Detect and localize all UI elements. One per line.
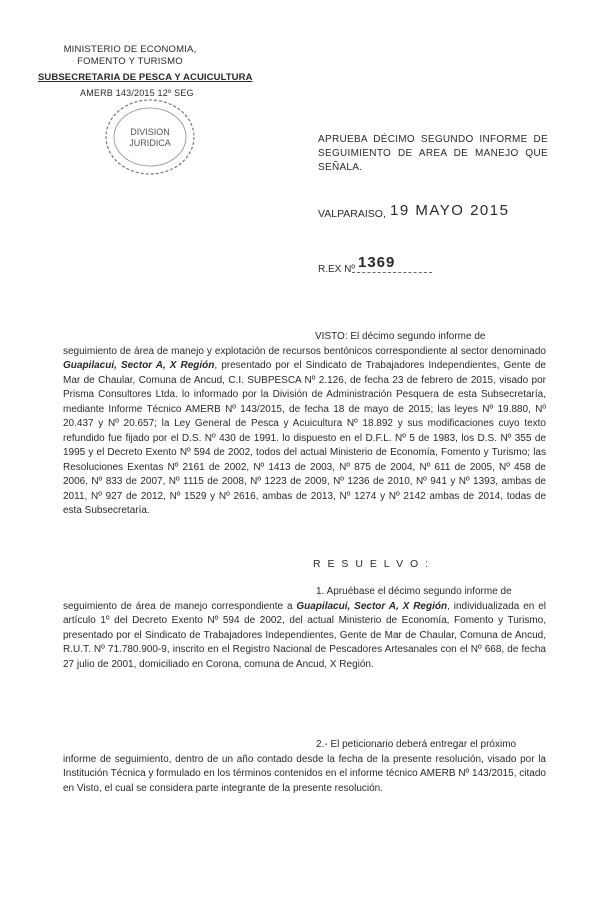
resolution-number: 1369 — [358, 254, 396, 271]
article-1-sector-name: Guapilacui, Sector A, X Región — [296, 600, 448, 612]
stamp-line2: JURIDICA — [129, 138, 171, 148]
article-1-lead: 1. Apruébase el décimo segundo informe de — [316, 586, 512, 597]
article-2-lead: 2.- El peticionario deberá entregar el próximo — [316, 739, 517, 750]
ministry-name: MINISTERIO DE ECONOMIA, — [63, 44, 197, 55]
document-reference: AMERB 143/2015 12º SEG — [80, 88, 194, 98]
article-2-paragraph — [63, 738, 546, 796]
resolution-date: 19 MAYO 2015 — [390, 202, 510, 219]
resolution-number-label: R.EX Nº — [318, 264, 355, 275]
resolution-number-underline — [352, 272, 432, 273]
stamp-seal-icon — [100, 95, 200, 179]
division-juridica-stamp — [100, 95, 200, 179]
resolution-subject: APRUEBA DÉCIMO SEGUNDO INFORME DE SEGUIMIENTO DE AREA DE MANEJO QUE SEÑALA. — [318, 134, 548, 173]
visto-sector-name: Guapilacui, Sector A, X Región — [63, 360, 215, 371]
ministry-name-line2: FOMENTO Y TURISMO — [77, 56, 183, 67]
article-2-body: informe de seguimiento, dentro de un año contado desde la fecha de la presente resolución, visado por la Institución Técnica y formulado en los términos contenidos en el informe técnico AMERB Nº 143/2015, citado en Visto, el cual se considera parte integrante de la presente resolución. — [63, 753, 546, 794]
article-1-text-part1: seguimiento de área de manejo correspondiente a — [63, 600, 297, 612]
visto-text-part1: seguimiento de área de manejo y explotación de recursos bentónicos correspondiente al sector denominado — [63, 345, 546, 357]
stamp-line1: DIVISION — [130, 127, 170, 137]
article-1-paragraph — [63, 585, 546, 672]
subsecretaria-name: SUBSECRETARIA DE PESCA Y ACUICULTURA — [38, 72, 253, 83]
visto-text-part2: , presentado por el Sindicato de Trabajadores Independientes, Gente de Mar de Chaular, Comuna de Ancud, C.I. SUBPESCA Nº 2.126, de fecha 23 de febrero de 2015, visado por Prisma Consultores Ltda. lo informado por la División de Administración Pesquera de esta Subsecretaría, mediante Informe Técnico AMERB Nº 143/2015, de fecha 18 de mayo de 2015; las leyes Nº 19.880, Nº 20.437 y Nº 20.657; la Ley General de Pesca y Acuicultura Nº 18.892 y sus modificaciones cuyo texto refundido fue fijado por el D.S. Nº 430 de 1991. lo dispuesto en el D.F.L. Nº 5 de 1983, los D.S. Nº 355 de 1995 y el Decreto Exento Nº 594 de 2002, todos del actual Ministerio de Economía, Fomento y Turismo; las Resoluciones Exentas Nº 2161 de 2002, Nº 1413 de 2003, Nº 875 de 2004, Nº 611 de 2005, Nº 458 de 2006, Nº 833 de 2007, Nº 1115 de 2008, Nº 1223 de 2009, Nº 1236 de 2010, Nº 941 y Nº 1393, ambas de 2011, Nº 927 de 2012, Nº 1529 y Nº 2616, ambas de 2013, Nº 1274 y Nº 2142 ambas de 2014, todas de esta Subsecretaría. — [63, 360, 546, 516]
article-1-text-part2: , individualizada en el artículo 1º del Decreto Exento Nº 594 de 2002, del actual Ministerio de Economía, Fomento y Turismo, presentado por el Sindicato de Trabajadores Independientes, Gente de Mar de Chaular, Comuna de Ancud, R.U.T. Nº 71.780.900-9, inscrito en el Registro Nacional de Pescadores Artesanales con el Nº 668, de fecha 27 julio de 2001, domiciliado en Corona, comuna de Ancud, X Región. — [63, 600, 547, 670]
visto-lead: VISTO: El décimo segundo informe de — [315, 331, 486, 342]
visto-paragraph — [63, 330, 546, 519]
city-label: VALPARAISO, — [318, 208, 386, 220]
resuelvo-heading: R E S U E L V O : — [313, 558, 431, 570]
